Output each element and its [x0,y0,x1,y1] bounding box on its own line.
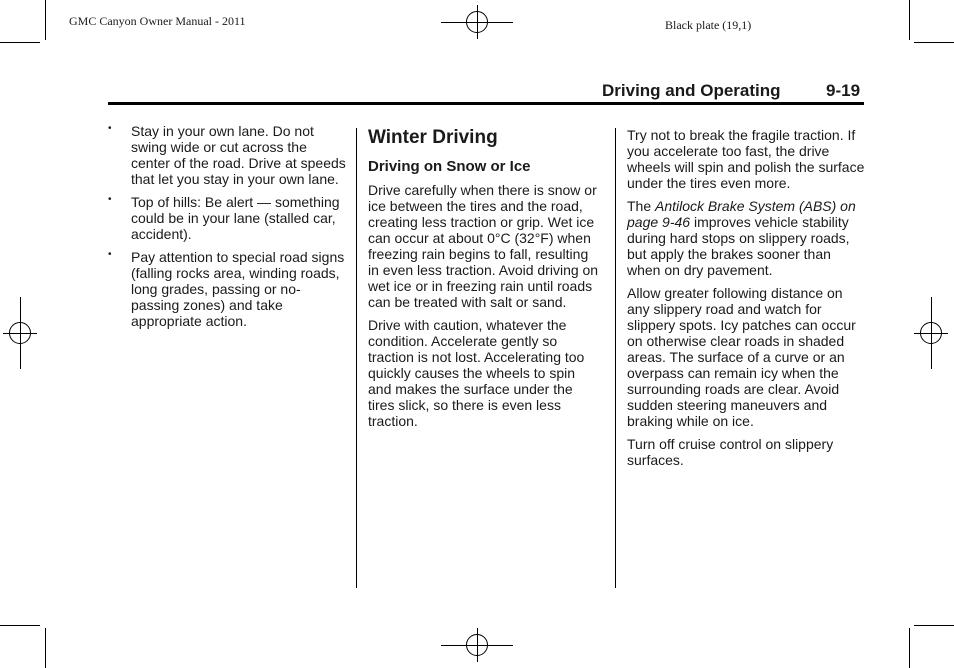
right-column [627,127,865,475]
crop-mark [909,0,910,40]
paragraph: Drive carefully when there is snow or ice between the tires and the road, creating less traction or grip. Wet ice can occur at about 0°C (32°F) when freezing rain begins to fall, resulting in even less traction. Avoid driving on wet ice or in freezing rain until roads can be treated with salt or sand. [368,182,599,310]
paragraph-text: improves vehicle stability during hard stops on slippery roads, but apply the brakes sooner than when on dry pavement. [627,214,850,278]
middle-column [368,127,600,436]
list-item-text: Pay attention to special road signs (falling rocks area, winding roads, long grades, passing or no-passing zones) and take appropriate action. [131,249,345,329]
registration-circle [466,11,488,33]
list-item [108,194,346,242]
crop-mark [914,42,954,43]
crop-mark [914,625,954,626]
list-item [108,249,346,329]
crop-mark [909,628,910,668]
bullet-icon: • [108,194,112,205]
cross-reference-link[interactable]: Antilock Brake System (ABS) on page 9-46 [627,198,856,230]
list-item-text: Top of hills: Be alert — something could be in your lane (stalled car, accident). [131,194,340,242]
header-rule [108,102,864,105]
paragraph-text: The [627,198,656,214]
paragraph: Allow greater following distance on any slippery road and watch for slippery spots. Icy patches can occur on otherwise clear roads in shaded areas. The surface of a curve or an overpass can remain icy when the surrounding roads are clear. Avoid sudden steering maneuvers and braking while on ice. [627,285,856,429]
column-divider [356,128,357,588]
document-title: GMC Canyon Owner Manual - 2011 [69,14,246,28]
paragraph: Turn off cruise control on slippery surfaces. [627,436,834,468]
bullet-icon: • [108,123,112,134]
subsection-heading: Driving on Snow or Ice [368,158,531,175]
list-item-text: Stay in your own lane. Do not swing wide or cut across the center of the road. Drive at speeds that let you stay in your own lane. [131,123,346,187]
plate-label: Black plate (19,1) [665,18,752,32]
crop-mark [45,628,46,668]
paragraph [627,198,865,278]
crop-mark [0,42,40,43]
section-title: Driving and Operating [602,81,781,100]
section-heading: Winter Driving [368,127,498,148]
bullet-icon: • [108,249,112,260]
crop-mark [0,625,40,626]
page-number: 9-19 [826,81,861,100]
crop-mark [45,0,46,40]
column-divider [615,128,616,588]
registration-circle [920,322,942,344]
paragraph: Try not to break the fragile traction. If you accelerate too fast, the drive wheels will spin and polish the surface under the tires even more. [627,127,865,191]
list-item [108,123,346,187]
left-column [108,123,346,336]
bullet-list [108,123,346,329]
registration-circle [9,322,31,344]
registration-circle [466,634,488,656]
paragraph: Drive with caution, whatever the condition. Accelerate gently so traction is not lost. Accelerating too quickly causes the wheels to spin and makes the surface under the tires slick, so there is even less traction. [368,317,585,429]
